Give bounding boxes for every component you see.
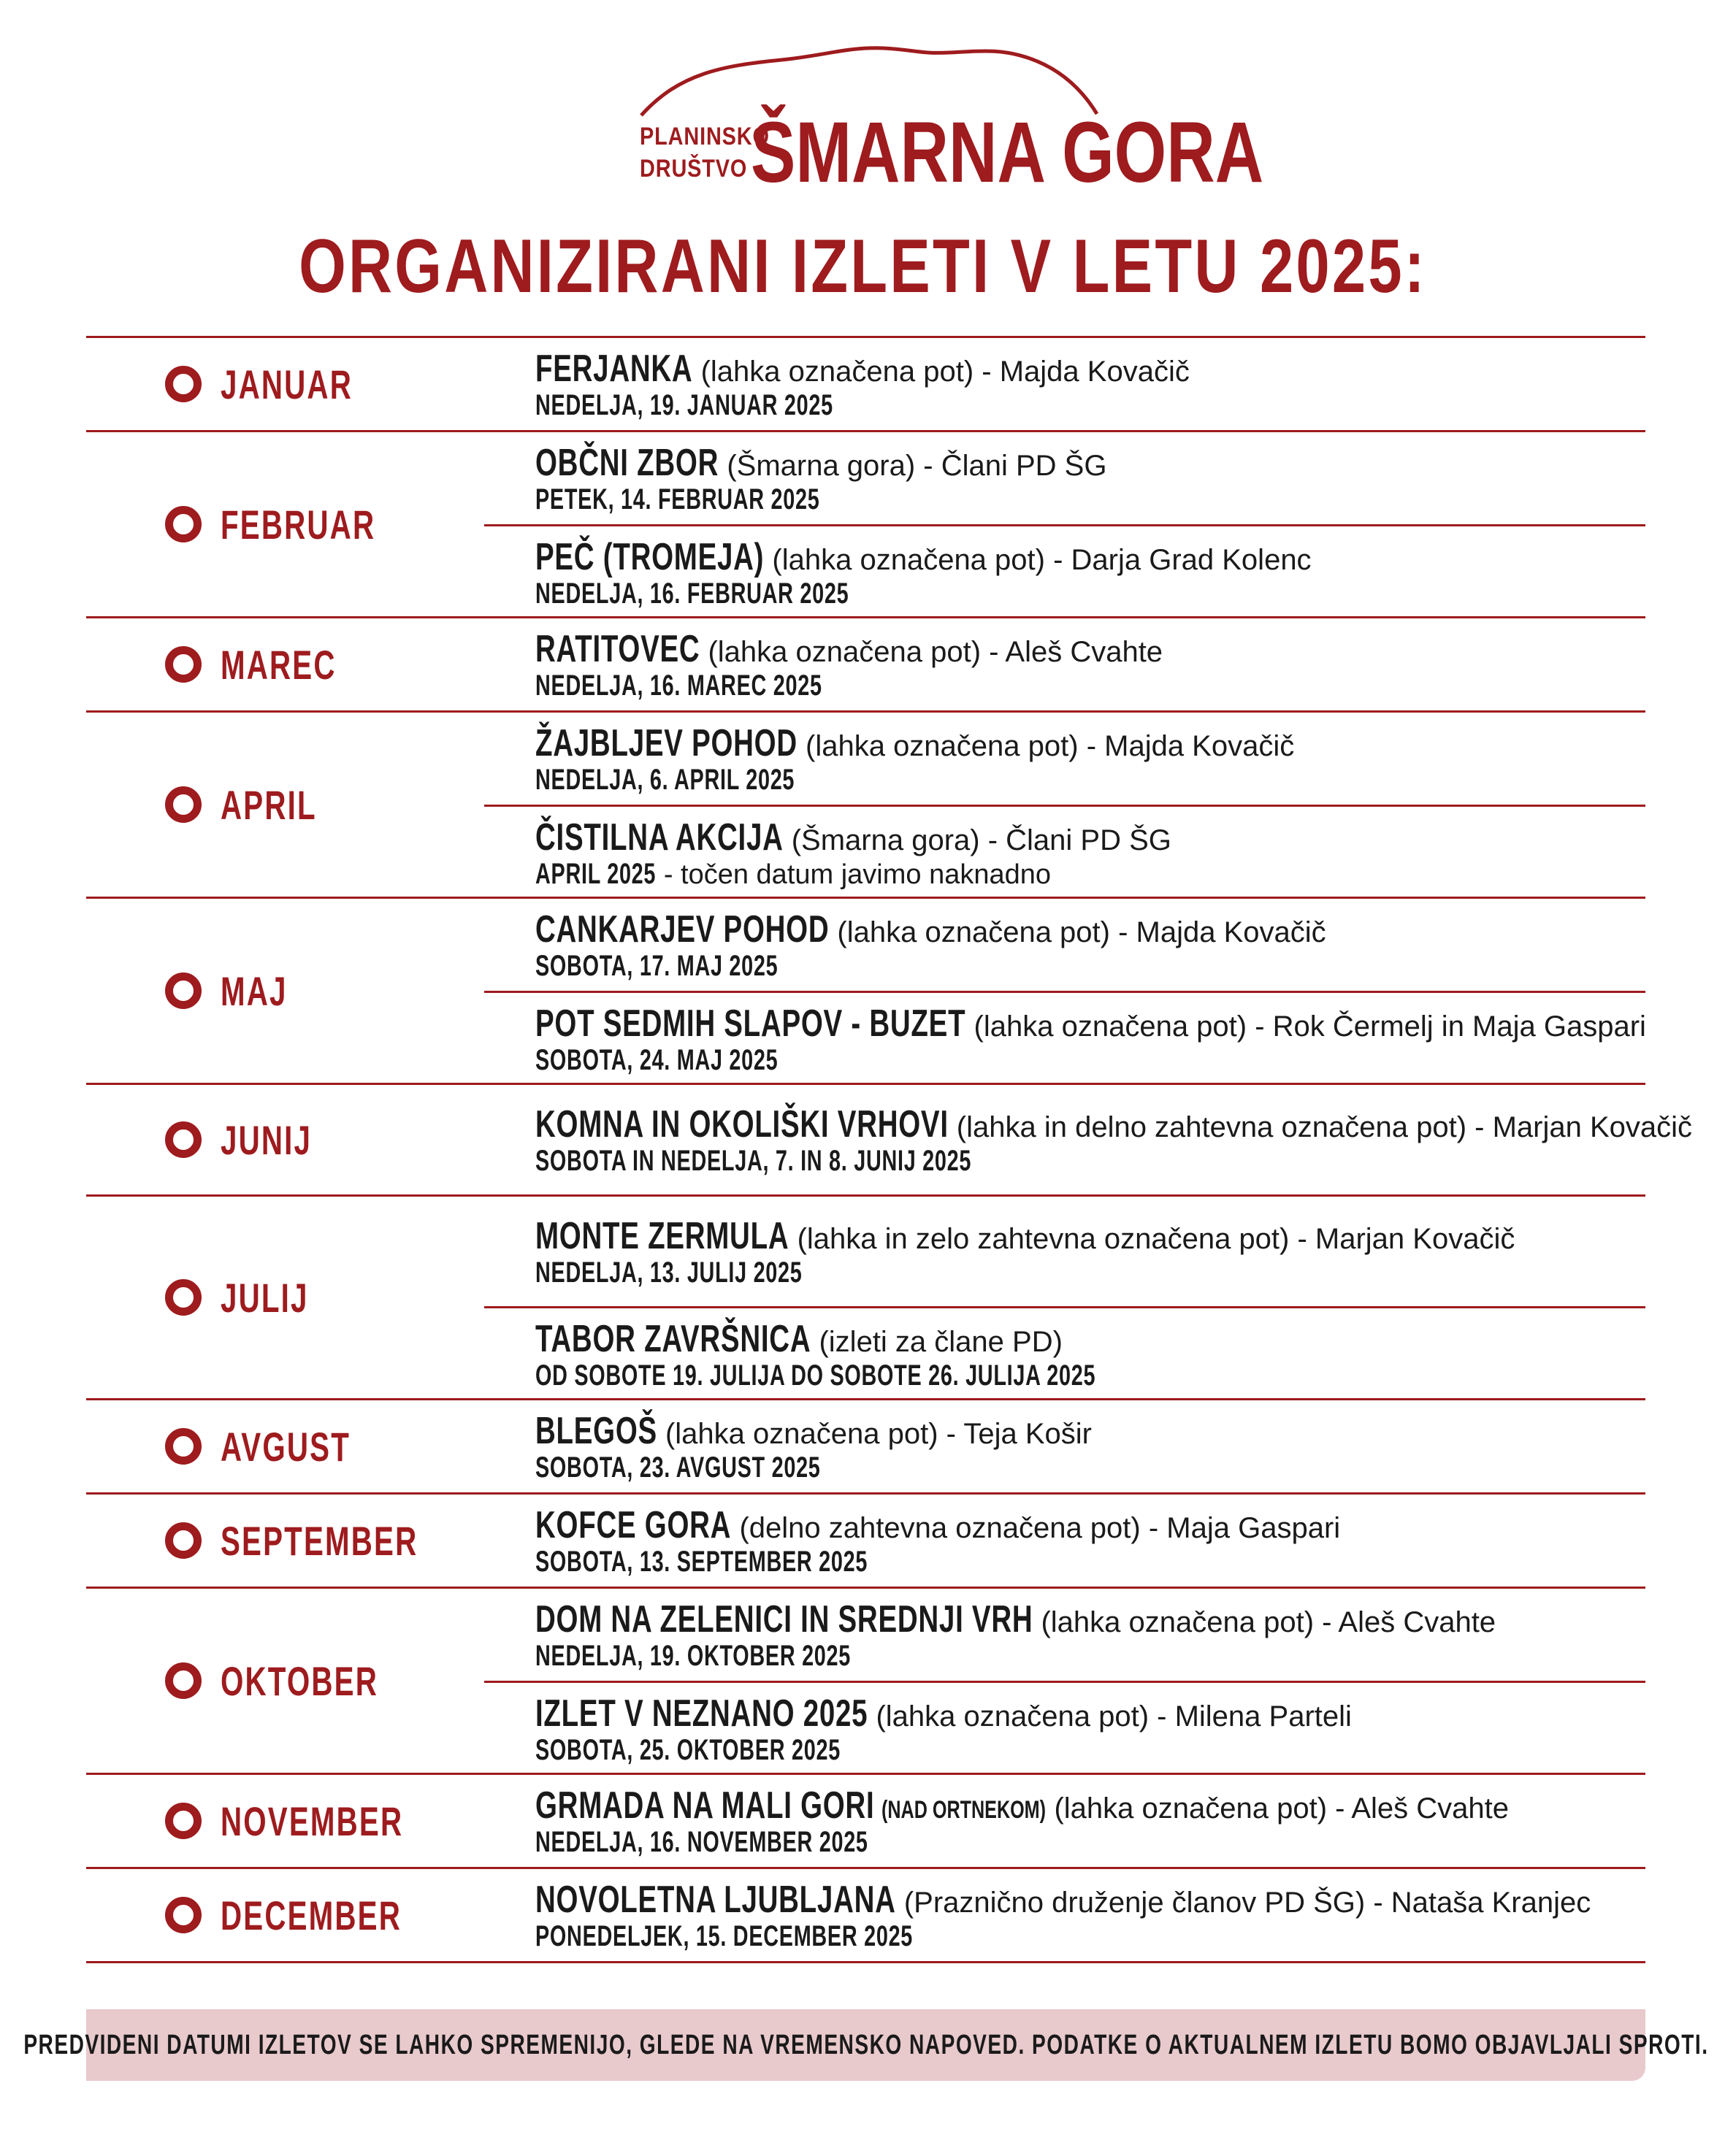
- circle-icon: [165, 1662, 202, 1699]
- brand-name: ŠMARNA GORA: [751, 104, 1264, 201]
- page-title: ORGANIZIRANI IZLETI V LETU 2025:: [298, 224, 1427, 309]
- event-item: [484, 432, 1645, 524]
- event-description: (lahka in delno zahtevna označena pot) - Marjan Kovačič: [948, 1111, 1693, 1143]
- event-description: (Praznično druženje članov PD ŠG) - Nataša Kranjec: [895, 1887, 1591, 1919]
- month-name: MAJ: [221, 967, 288, 1014]
- event-date-note: - točen datum javimo naknadno: [656, 859, 1052, 890]
- month-name: SEPTEMBER: [221, 1517, 418, 1564]
- month-group: [86, 616, 1645, 710]
- event-date: SOBOTA, 13. SEPTEMBER 2025: [535, 1546, 868, 1578]
- event-date: NEDELJA, 13. JULIJ 2025: [535, 1257, 803, 1289]
- event-item: [484, 1869, 1645, 1961]
- month-name: MAREC: [221, 641, 337, 688]
- month-label: [165, 899, 313, 1083]
- event-description: (lahka označena pot) - Majda Kovačič: [829, 916, 1326, 948]
- brand-line2: DRUŠTVO: [640, 155, 748, 183]
- month-name: NOVEMBER: [221, 1798, 404, 1844]
- event-date: NEDELJA, 16. FEBRUAR 2025: [535, 578, 849, 610]
- event-date: NEDELJA, 6. APRIL 2025: [535, 764, 795, 796]
- event-name: CANKARJEV POHOD: [535, 908, 830, 951]
- event-description: (lahka označena pot) - Majda Kovačič: [692, 356, 1190, 388]
- event-description: (lahka označena pot) - Milena Parteli: [868, 1700, 1352, 1733]
- event-description: (Šmarna gora) - Člani PD ŠG: [783, 824, 1171, 856]
- circle-icon: [165, 1279, 202, 1316]
- month-group: [86, 1083, 1693, 1194]
- month-label: [165, 1197, 343, 1398]
- circle-icon: [165, 1121, 202, 1158]
- event-item: [484, 338, 1645, 430]
- event-name: TABOR ZAVRŠNICA: [535, 1318, 811, 1360]
- month-group: [86, 1587, 1645, 1773]
- event-description: (lahka označena pot) - Majda Kovačič: [797, 730, 1295, 762]
- month-name: JANUAR: [221, 361, 353, 407]
- month-group: [86, 897, 1645, 1083]
- month-name: DECEMBER: [221, 1892, 402, 1938]
- event-item: [484, 1400, 1645, 1492]
- event-item: [484, 1775, 1645, 1867]
- circle-icon: [165, 1428, 202, 1465]
- month-group: [86, 1773, 1645, 1867]
- event-name: BLEGOŠ: [535, 1410, 657, 1452]
- month-name: FEBRUAR: [221, 501, 376, 548]
- event-item: [484, 524, 1645, 616]
- month-group: [86, 1194, 1645, 1398]
- brand-line1: PLANINSKO: [640, 123, 770, 150]
- event-description: (lahka označena pot) - Aleš Cvahte: [700, 636, 1163, 668]
- month-name: APRIL: [221, 781, 317, 828]
- event-name-extra: (NAD ORTNEKOM): [881, 1796, 1047, 1824]
- month-name: OKTOBER: [221, 1657, 378, 1704]
- event-item: [484, 805, 1645, 897]
- event-description: (delno zahtevna označena pot) - Maja Gaspari: [731, 1512, 1341, 1544]
- month-group: [86, 336, 1645, 430]
- circle-icon: [165, 366, 202, 402]
- month-label: [165, 713, 354, 897]
- logo: [0, 0, 1725, 201]
- event-name: KOFCE GORA: [535, 1504, 732, 1546]
- event-name: MONTE ZERMULA: [535, 1215, 789, 1257]
- event-item: [484, 1197, 1645, 1306]
- event-name: PEČ (TROMEJA): [535, 536, 765, 578]
- event-description: (lahka označena pot) - Aleš Cvahte: [1046, 1792, 1510, 1825]
- event-description: (lahka označena pot) - Teja Košir: [657, 1418, 1092, 1450]
- month-group: [86, 1867, 1645, 1963]
- month-label: [165, 618, 381, 710]
- event-item: [484, 1306, 1645, 1398]
- event-item: [484, 991, 1645, 1083]
- month-name: JULIJ: [221, 1274, 309, 1321]
- event-name: IZLET V NEZNANO 2025: [535, 1692, 868, 1735]
- event-date: SOBOTA, 17. MAJ 2025: [535, 950, 779, 982]
- events-table: [86, 336, 1693, 1963]
- month-label: [165, 338, 404, 430]
- month-label: [165, 1869, 472, 1961]
- event-name: OBČNI ZBOR: [535, 442, 719, 484]
- event-date: NEDELJA, 19. OKTOBER 2025: [535, 1640, 852, 1672]
- event-date: APRIL 2025: [535, 858, 657, 890]
- event-date: SOBOTA, 24. MAJ 2025: [535, 1044, 779, 1076]
- month-label: [165, 1775, 475, 1867]
- circle-icon: [165, 646, 202, 683]
- event-description: (lahka označena pot) - Darja Grad Kolenc: [764, 544, 1312, 576]
- month-label: [165, 1400, 401, 1492]
- event-name: GRMADA NA MALI GORI: [535, 1784, 875, 1827]
- event-description: (lahka označena pot) - Rok Čermelj in Maja Gaspari: [965, 1010, 1646, 1043]
- event-item: [484, 1589, 1645, 1681]
- circle-icon: [165, 506, 202, 542]
- event-date: PETEK, 14. FEBRUAR 2025: [535, 483, 820, 515]
- event-name: RATITOVEC: [535, 628, 700, 670]
- month-group: [86, 1492, 1645, 1587]
- month-group: [86, 1398, 1645, 1492]
- event-date: NEDELJA, 19. JANUAR 2025: [535, 389, 833, 421]
- month-label: [165, 1085, 348, 1194]
- month-label: [165, 1589, 440, 1773]
- circle-icon: [165, 1522, 202, 1559]
- month-label: [165, 432, 436, 616]
- event-description: (izleti za člane PD): [811, 1326, 1063, 1358]
- month-group: [86, 430, 1645, 616]
- circle-icon: [165, 1803, 202, 1839]
- event-date: NEDELJA, 16. MAREC 2025: [535, 670, 822, 702]
- month-group: [86, 710, 1645, 897]
- event-date: NEDELJA, 16. NOVEMBER 2025: [535, 1826, 868, 1858]
- event-item: [484, 618, 1645, 710]
- month-name: AVGUST: [221, 1423, 351, 1470]
- event-item: [484, 1085, 1693, 1194]
- event-date: SOBOTA, 23. AVGUST 2025: [535, 1451, 821, 1484]
- event-date: SOBOTA, 25. OKTOBER 2025: [535, 1734, 841, 1766]
- event-date: PONEDELJEK, 15. DECEMBER 2025: [535, 1920, 914, 1952]
- event-item: [484, 1681, 1645, 1773]
- circle-icon: [165, 786, 202, 823]
- event-name: NOVOLETNA LJUBLJANA: [535, 1879, 896, 1921]
- month-name: JUNIJ: [221, 1116, 313, 1163]
- footer-note: PREDVIDENI DATUMI IZLETOV SE LAHKO SPREMENIJO, GLEDE NA VREMENSKO NAPOVED. PODATKE O AKTUALNEM IZLETU BOMO OBJAVLJALI SPROTI.: [86, 2009, 1645, 2081]
- event-name: KOMNA IN OKOLIŠKI VRHOVI: [535, 1103, 949, 1146]
- event-name: FERJANKA: [535, 348, 693, 390]
- event-name: ČISTILNA AKCIJA: [535, 816, 784, 859]
- event-item: [484, 1495, 1645, 1587]
- event-description: (Šmarna gora) - Člani PD ŠG: [719, 450, 1107, 482]
- event-name: DOM NA ZELENICI IN SREDNJI VRH: [535, 1598, 1033, 1641]
- event-date: OD SOBOTE 19. JULIJA DO SOBOTE 26. JULIJA 2025: [535, 1359, 1096, 1392]
- event-name: POT SEDMIH SLAPOV - BUZET: [535, 1002, 966, 1045]
- event-date: SOBOTA IN NEDELJA, 7. IN 8. JUNIJ 2025: [535, 1145, 972, 1177]
- event-description: (lahka označena pot) - Aleš Cvahte: [1033, 1606, 1496, 1638]
- circle-icon: [165, 1897, 202, 1933]
- month-label: [165, 1495, 495, 1587]
- event-item: [484, 713, 1645, 805]
- circle-icon: [165, 972, 202, 1009]
- event-item: [484, 899, 1645, 991]
- event-description: (lahka in zelo zahtevna označena pot) - Marjan Kovačič: [789, 1223, 1515, 1255]
- event-name: ŽAJBLJEV POHOD: [535, 722, 798, 764]
